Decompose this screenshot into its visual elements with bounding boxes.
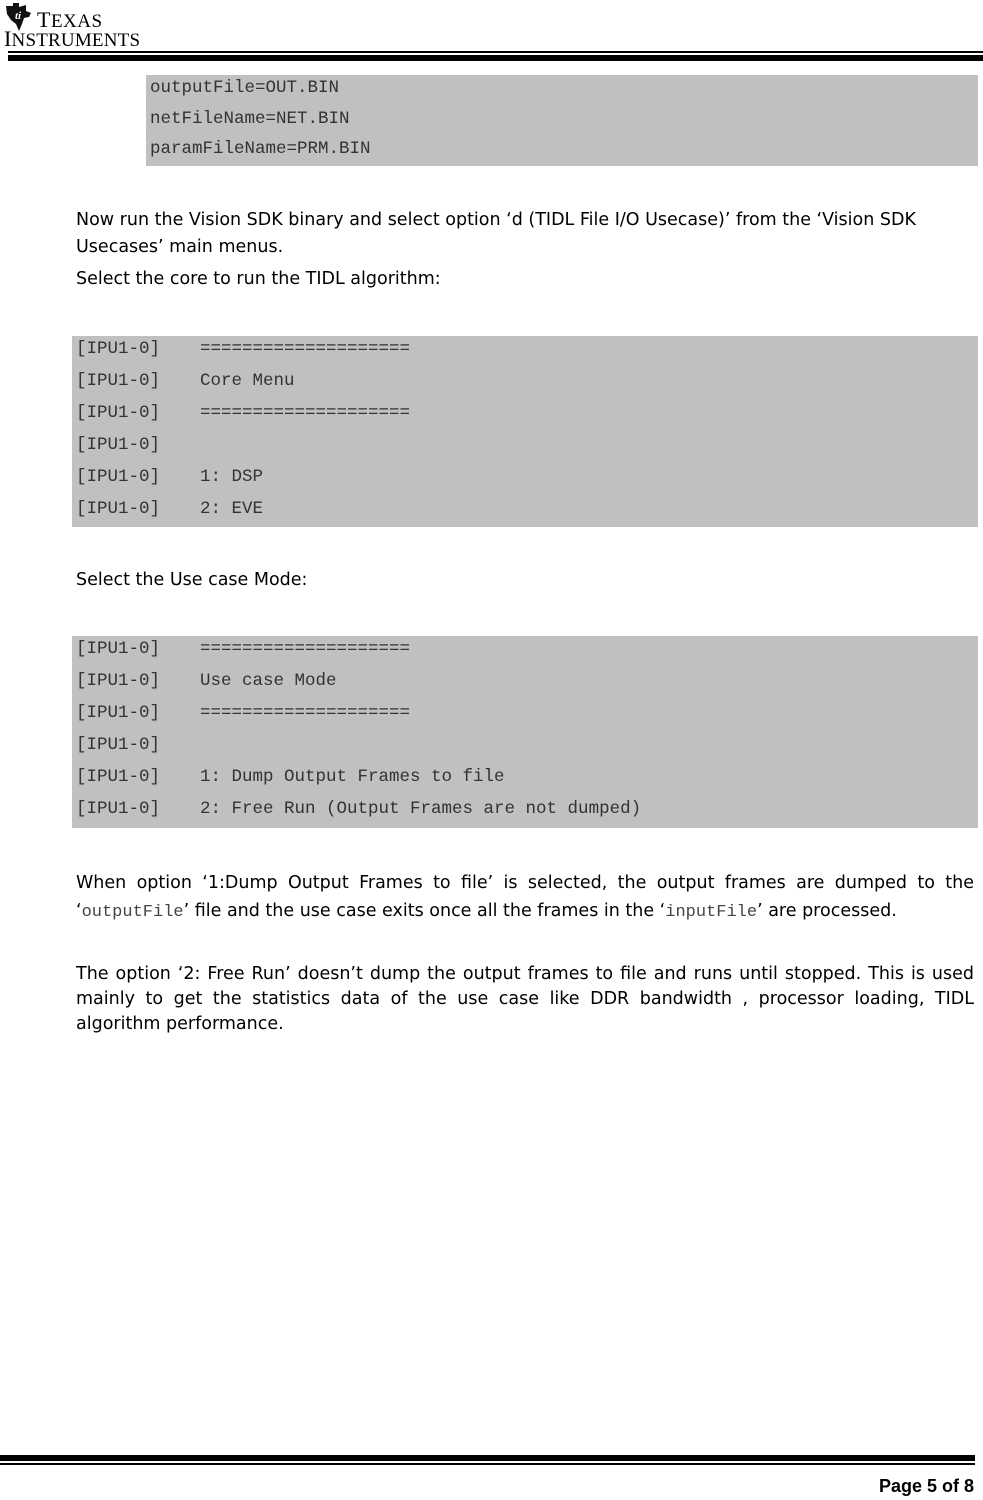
config-code-block: [146, 75, 978, 166]
code-tag: [IPU1-0]: [76, 767, 161, 787]
code-line: [72, 368, 978, 400]
intro-paragraph: Now run the Vision SDK binary and select option ‘d (TIDL File I/O Usecase)’ from the ‘Vision SDK Usecases’ main menus.: [76, 210, 916, 257]
code-tag: [IPU1-0]: [76, 435, 161, 455]
code-tag: [IPU1-0]: [76, 703, 161, 723]
code-line: [72, 336, 978, 368]
header-rule-thick: [8, 55, 983, 61]
code-text: 2: EVE: [200, 499, 264, 519]
code-line: netFileName=NET.BIN: [150, 108, 350, 129]
code-text: ====================: [200, 339, 411, 359]
paragraph-text: When option ‘1:Dump Output Frames to file’ is selected, the output frames are dumped to the ‘: [76, 873, 974, 921]
code-line: [72, 700, 978, 732]
select-core-paragraph: Select the core to run the TIDL algorithm:: [76, 269, 441, 289]
code-tag: [IPU1-0]: [76, 735, 161, 755]
code-tag: [IPU1-0]: [76, 671, 161, 691]
code-line: [72, 464, 978, 496]
code-line: [72, 796, 978, 828]
footer-rule-thin: [0, 1463, 975, 1465]
code-tag: [IPU1-0]: [76, 499, 161, 519]
free-run-paragraph: The option ‘2: Free Run’ doesn’t dump the output frames to file and runs until stopped. This is used mainly to get the statistics data of the use case like DDR bandwidth , processor loading, TIDL algorithm performance.: [76, 964, 974, 1034]
code-tag: [IPU1-0]: [76, 403, 161, 423]
header-rule-thin: [8, 51, 983, 53]
code-text: ====================: [200, 639, 411, 659]
footer-rule-thick: [0, 1455, 975, 1461]
dump-mode-paragraph: [76, 869, 974, 927]
code-text: Use case Mode: [200, 671, 337, 691]
logo-text-instruments: INSTRUMENTS: [4, 26, 141, 51]
code-line: [72, 496, 978, 528]
paragraph-text: ’ are processed.: [757, 901, 897, 921]
code-line: [72, 764, 978, 796]
select-mode-paragraph: Select the Use case Mode:: [76, 570, 308, 590]
logo-text-texas: TEXAS: [37, 7, 103, 32]
code-text: ====================: [200, 403, 411, 423]
svg-text:ti: ti: [15, 10, 22, 22]
code-text: 1: Dump Output Frames to file: [200, 767, 505, 787]
ti-logo: [4, 2, 149, 50]
code-tag: [IPU1-0]: [76, 639, 161, 659]
code-line: [72, 668, 978, 700]
code-text: 1: DSP: [200, 467, 264, 487]
code-tag: [IPU1-0]: [76, 339, 161, 359]
code-line: [72, 432, 978, 464]
code-line: [72, 732, 978, 764]
code-line: outputFile=OUT.BIN: [150, 78, 340, 98]
page-number: Page 5 of 8: [878, 1476, 974, 1496]
code-line: [72, 636, 978, 668]
code-text: 2: Free Run (Output Frames are not dumped): [200, 799, 642, 819]
inline-code-outputfile: outputFile: [81, 903, 184, 922]
code-line: paramFileName=PRM.BIN: [150, 139, 371, 159]
core-menu-code-block: [72, 336, 978, 527]
code-line: [72, 400, 978, 432]
code-tag: [IPU1-0]: [76, 467, 161, 487]
paragraph-text: ’ file and the use case exits once all the frames in the ‘: [183, 901, 666, 921]
inline-code-inputfile: inputFile: [665, 903, 758, 922]
code-text: Core Menu: [200, 371, 295, 391]
mode-menu-code-block: [72, 636, 978, 828]
code-text: ====================: [200, 703, 411, 723]
code-tag: [IPU1-0]: [76, 371, 161, 391]
code-tag: [IPU1-0]: [76, 799, 161, 819]
